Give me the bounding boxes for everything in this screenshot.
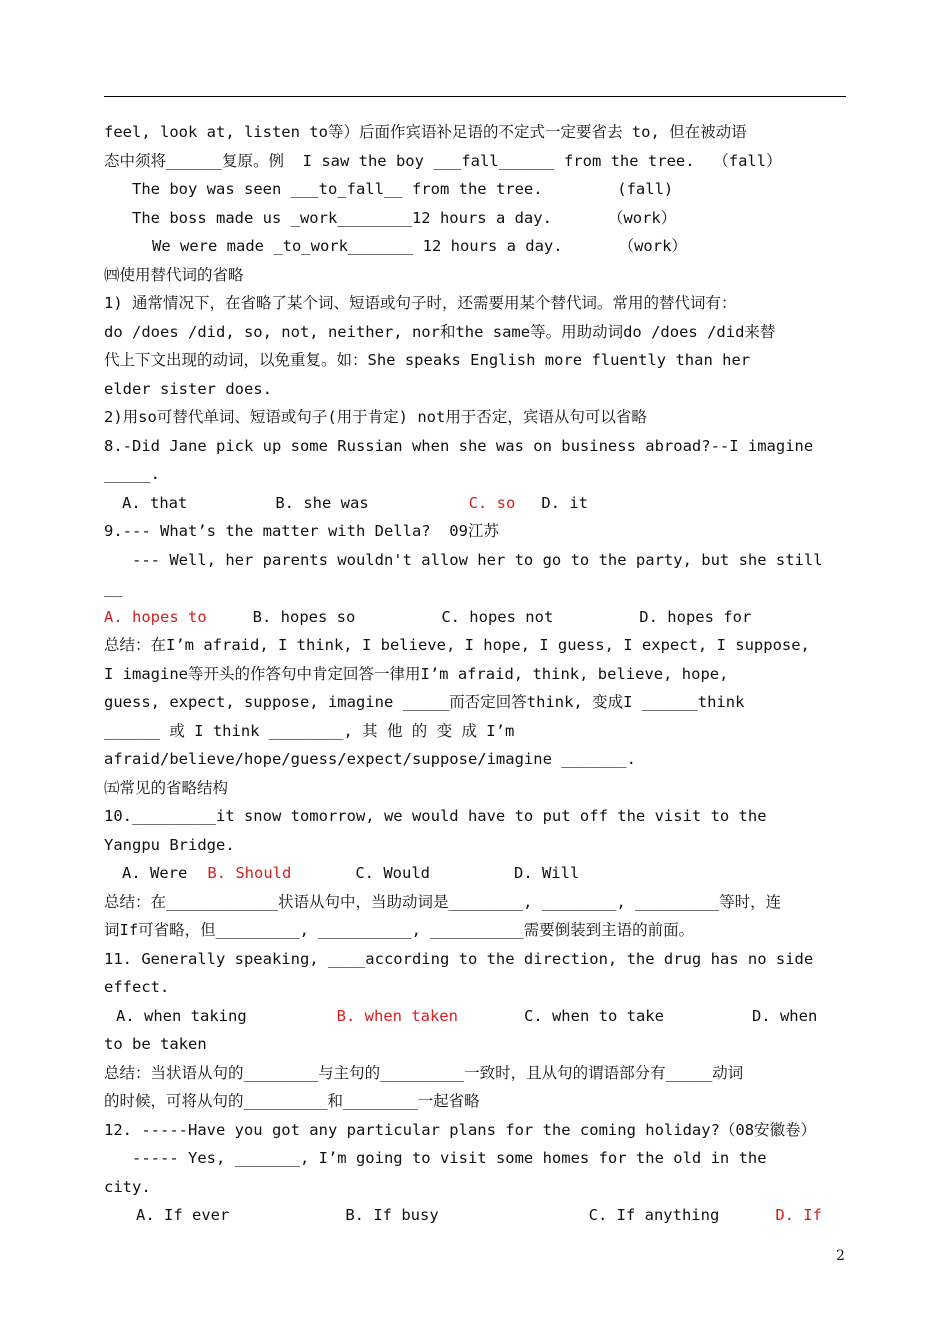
text-line: elder sister does. (104, 379, 272, 398)
q10-option-a: A. Were (122, 864, 188, 882)
q9-option-a-answer: A. hopes to (104, 607, 207, 626)
text-line: 代上下文出现的动词，以免重复。如：She speaks English more fluently than her (104, 351, 751, 369)
text-line: 1) 通常情况下，在省略了某个词、短语或句子时，还需要用某个替代词。常用的替代词有： (104, 294, 737, 312)
q12-option-b: B. If busy (345, 1206, 439, 1224)
question-10: 10._________it snow tomorrow, we would have to put off the visit to the (104, 807, 767, 825)
q9-option-d: D. hopes for (639, 607, 752, 626)
q8-option-d: D. it (541, 493, 588, 512)
q11-option-d: D. when (751, 1006, 818, 1025)
q11-option-c: C. when to take (523, 1006, 664, 1025)
q11-option-d-cont: to be taken (104, 1035, 207, 1053)
q8-option-a: A. that (122, 493, 188, 512)
q10-options (104, 859, 846, 888)
question-12-text: city. (104, 1177, 151, 1196)
question-11-text: effect. (104, 978, 170, 996)
question-9-text: --- Well, her parents wouldn't allow her to go to the party, but she still (132, 550, 823, 569)
section-heading: ㈤常见的省略结构 (104, 778, 229, 797)
summary-line: ______ 或 I think ________, 其 他 的 变 成 I’m (104, 721, 515, 740)
summary-line: I imagine等开头的作答句中肯定回答一律用I’m afraid, think, believe, hope, (104, 664, 729, 683)
summary-line: 总结：当状语从句的________与主句的_________一致时，且从句的谓语部分有_____动词 (104, 1063, 744, 1082)
question-10-text: Yangpu Bridge. (104, 835, 235, 854)
example-line: The boy was seen ___to_fall__ from the tree. (fall) (132, 180, 674, 198)
example-line: The boss made us _work________12 hours a day. （work） (132, 208, 677, 227)
q10-option-c: C. Would (355, 864, 430, 882)
example-line: We were made _to_work_______ 12 hours a day. （work） (152, 237, 687, 255)
q9-option-b: B. hopes so (252, 607, 356, 626)
question-12: 12. -----Have you got any particular plans for the coming holiday?（08安徽卷） (104, 1120, 817, 1139)
summary-line: 总结：在I’m afraid, I think, I believe, I hope, I guess, I expect, I suppose, (104, 636, 810, 654)
text-line: feel, look at, listen to等）后面作宾语补足语的不定式一定要省去 to, 但在被动语 (104, 123, 747, 141)
question-8-blank: _____. (104, 465, 160, 483)
summary-line: 的时候，可将从句的_________和________一起省略 (104, 1092, 480, 1110)
q11-options (104, 1002, 846, 1031)
question-9: 9.--- What’s the matter with Della? 09江苏 (104, 522, 499, 540)
question-12-text: ----- Yes, _______, I’m going to visit some homes for the old in the (132, 1149, 767, 1167)
summary-line: 词If可省略，但_________, __________, __________需要倒装到主语的前面。 (104, 921, 695, 939)
q12-options (104, 1201, 846, 1230)
question-8: 8.-Did Jane pick up some Russian when she was on business abroad?--I imagine (104, 436, 814, 455)
text-line: 2)用so可替代单词、短语或句子(用于肯定) not用于否定，宾语从句可以省略 (104, 408, 647, 426)
summary-line: afraid/believe/hope/guess/expect/suppose/imagine _______. (104, 750, 636, 768)
q8-option-c-answer: C. so (468, 493, 516, 512)
q12-option-c: C. If anything (588, 1206, 720, 1224)
q10-option-d: D. Will (513, 864, 580, 882)
summary-line: 总结：在____________状语从句中，当助动词是________, ________, _________等时，连 (104, 892, 782, 911)
q9-options (104, 603, 846, 632)
text-line: 态中须将______复原。例 I saw the boy ___fall______ from the tree. （fall） (104, 151, 782, 170)
q8-option-b: B. she was (275, 493, 369, 512)
page-number: 2 (836, 1248, 845, 1264)
q8-options (104, 489, 846, 518)
header-rule (104, 96, 846, 97)
document-body (104, 118, 846, 1230)
q12-option-d-answer: D. If (775, 1206, 822, 1224)
q11-option-b-answer: B. when taken (336, 1006, 458, 1025)
q9-option-c: C. hopes not (441, 607, 554, 626)
text-line: do /does /did, so, not, neither, nor和the same等。用助动词do /does /did来替 (104, 322, 776, 341)
question-9-blank: __ (104, 579, 123, 597)
question-11: 11. Generally speaking, ____according to the direction, the drug has no side (104, 949, 814, 968)
summary-line: guess, expect, suppose, imagine _____而否定回答think, 变成I ______think (104, 693, 745, 711)
section-heading: ㈣使用替代词的省略 (104, 265, 244, 284)
q12-option-a: A. If ever (136, 1206, 230, 1224)
q10-option-b-answer: B. Should (207, 864, 292, 882)
q11-option-a: A. when taking (116, 1006, 247, 1025)
